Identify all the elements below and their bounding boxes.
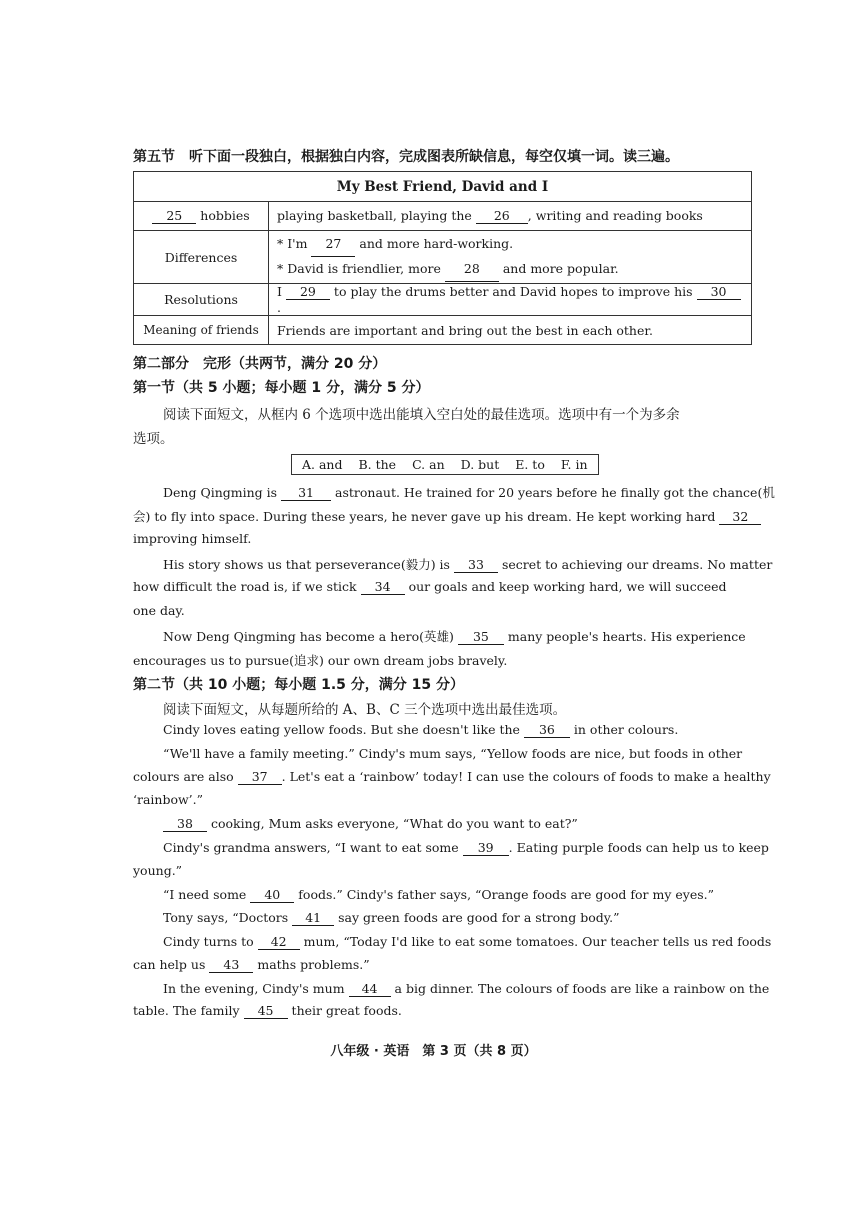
story-line: Tony says, “Doctors 41 say green foods are good for a strong body.” bbox=[163, 910, 620, 925]
section-one-instruction-cont: 选项。 bbox=[133, 431, 174, 447]
option-a: A. and bbox=[302, 457, 343, 472]
story-line: 38 cooking, Mum asks everyone, “What do you want to eat?” bbox=[163, 816, 578, 832]
story-line: Cindy loves eating yellow foods. But she doesn't like the 36 in other colours. bbox=[163, 722, 679, 737]
table-row bbox=[134, 231, 752, 284]
row-text: to play the drums better and David hopes to improve his bbox=[333, 284, 693, 299]
blank-40[interactable]: 40 bbox=[250, 887, 294, 903]
blank-28[interactable]: 28 bbox=[445, 257, 499, 282]
passage-line: how difficult the road is, if we stick 34 our goals and keep working hard, we will succeed bbox=[133, 579, 727, 594]
section-five-instruction: 第五节 听下面一段独白，根据独白内容，完成图表所缺信息，每空仅填一词。读三遍。 bbox=[133, 149, 679, 165]
passage-line: one day. bbox=[133, 603, 185, 618]
blank-29[interactable]: 29 bbox=[286, 284, 330, 300]
story-line: young.” bbox=[133, 863, 183, 878]
blank-44[interactable]: 44 bbox=[349, 981, 391, 997]
row-label-text: hobbies bbox=[200, 208, 250, 223]
blank-33[interactable]: 33 bbox=[454, 557, 498, 573]
row-label bbox=[134, 202, 269, 231]
blank-30[interactable]: 30 bbox=[697, 284, 741, 300]
blank-38[interactable]: 38 bbox=[163, 816, 207, 832]
blank-35[interactable]: 35 bbox=[458, 629, 504, 645]
blank-41[interactable]: 41 bbox=[292, 910, 334, 926]
story-line: can help us 43 maths problems.” bbox=[133, 957, 370, 972]
story-line: colours are also 37 . Let's eat a ‘rainbow’ today! I can use the colours of foods to make a healthy bbox=[133, 769, 771, 784]
row-content bbox=[269, 231, 752, 284]
option-f: F. in bbox=[560, 457, 588, 472]
section-one-heading: 第一节（共 5 小题；每小题 1 分，满分 5 分） bbox=[133, 380, 430, 396]
blank-39[interactable]: 39 bbox=[463, 840, 509, 856]
blank-42[interactable]: 42 bbox=[258, 934, 300, 950]
story-line: Cindy turns to 42 mum, “Today I'd like to eat some tomatoes. Our teacher tells us red foods bbox=[163, 934, 772, 949]
passage-line: Deng Qingming is 31 astronaut. He trained for 20 years before he finally got the chance(机 bbox=[163, 485, 775, 500]
row-text: , writing and reading books bbox=[527, 208, 703, 223]
story-line: ‘rainbow’.” bbox=[133, 792, 204, 807]
row-text: playing basketball, playing the bbox=[277, 208, 472, 223]
option-e: E. to bbox=[515, 457, 545, 472]
table-title: My Best Friend, David and I bbox=[134, 172, 752, 202]
story-line: “I need some 40 foods.” Cindy's father says, “Orange foods are good for my eyes.” bbox=[163, 887, 715, 902]
options-box bbox=[291, 454, 599, 475]
option-b: B. the bbox=[358, 457, 397, 472]
blank-25[interactable]: 25 bbox=[152, 208, 196, 224]
row-text: and more hard-working. bbox=[359, 236, 514, 251]
blank-27[interactable]: 27 bbox=[311, 232, 355, 257]
row-label: Meaning of friends bbox=[134, 316, 269, 345]
blank-31[interactable]: 31 bbox=[281, 485, 331, 501]
option-d: D. but bbox=[460, 457, 500, 472]
info-table bbox=[133, 171, 752, 345]
section-one-instruction: 阅读下面短文，从框内 6 个选项中选出能填入空白处的最佳选项。选项中有一个为多余 bbox=[163, 407, 680, 423]
option-c: C. an bbox=[412, 457, 445, 472]
blank-45[interactable]: 45 bbox=[244, 1003, 288, 1019]
story-line: Cindy's grandma answers, “I want to eat some 39 . Eating purple foods can help us to keep bbox=[163, 840, 769, 855]
row-label: Resolutions bbox=[134, 284, 269, 316]
section-two-heading: 第二节（共 10 小题；每小题 1.5 分，满分 15 分） bbox=[133, 677, 465, 693]
passage-line: improving himself. bbox=[133, 531, 252, 546]
blank-34[interactable]: 34 bbox=[361, 579, 405, 595]
row-text: * David is friendlier, more bbox=[277, 261, 441, 276]
row-text: and more popular. bbox=[502, 261, 619, 276]
section-two-instruction: 阅读下面短文，从每题所给的 A、B、C 三个选项中选出最佳选项。 bbox=[163, 702, 567, 718]
part-two-heading: 第二部分 完形（共两节，满分 20 分） bbox=[133, 356, 387, 372]
table-row bbox=[134, 284, 752, 316]
blank-32[interactable]: 32 bbox=[719, 509, 761, 525]
passage-line: His story shows us that perseverance(毅力) is 33 secret to achieving our dreams. No matter bbox=[163, 557, 773, 572]
row-label: Differences bbox=[134, 231, 269, 284]
story-line: In the evening, Cindy's mum 44 a big dinner. The colours of foods are like a rainbow on the bbox=[163, 981, 770, 996]
row-text: * I'm bbox=[277, 236, 308, 251]
passage-line: 会) to fly into space. During these years, he never gave up his dream. He kept working hard 32 bbox=[133, 507, 761, 525]
table-row bbox=[134, 202, 752, 231]
row-content: Friends are important and bring out the best in each other. bbox=[269, 316, 752, 345]
row-text: . bbox=[277, 300, 281, 315]
passage-line: encourages us to pursue(追求) our own dream jobs bravely. bbox=[133, 653, 508, 668]
row-content bbox=[269, 202, 752, 231]
blank-36[interactable]: 36 bbox=[524, 722, 570, 738]
passage-line: Now Deng Qingming has become a hero(英雄) 35 many people's hearts. His experience bbox=[163, 629, 746, 644]
page-footer: 八年级 · 英语 第 3 页（共 8 页） bbox=[330, 1044, 537, 1059]
blank-37[interactable]: 37 bbox=[238, 769, 282, 785]
row-content bbox=[269, 284, 752, 316]
blank-43[interactable]: 43 bbox=[209, 957, 253, 973]
blank-26[interactable]: 26 bbox=[476, 208, 528, 224]
row-text: I bbox=[277, 284, 282, 299]
story-line: “We'll have a family meeting.” Cindy's mum says, “Yellow foods are nice, but foods in other bbox=[163, 746, 743, 761]
table-row bbox=[134, 316, 752, 345]
story-line: table. The family 45 their great foods. bbox=[133, 1003, 402, 1018]
